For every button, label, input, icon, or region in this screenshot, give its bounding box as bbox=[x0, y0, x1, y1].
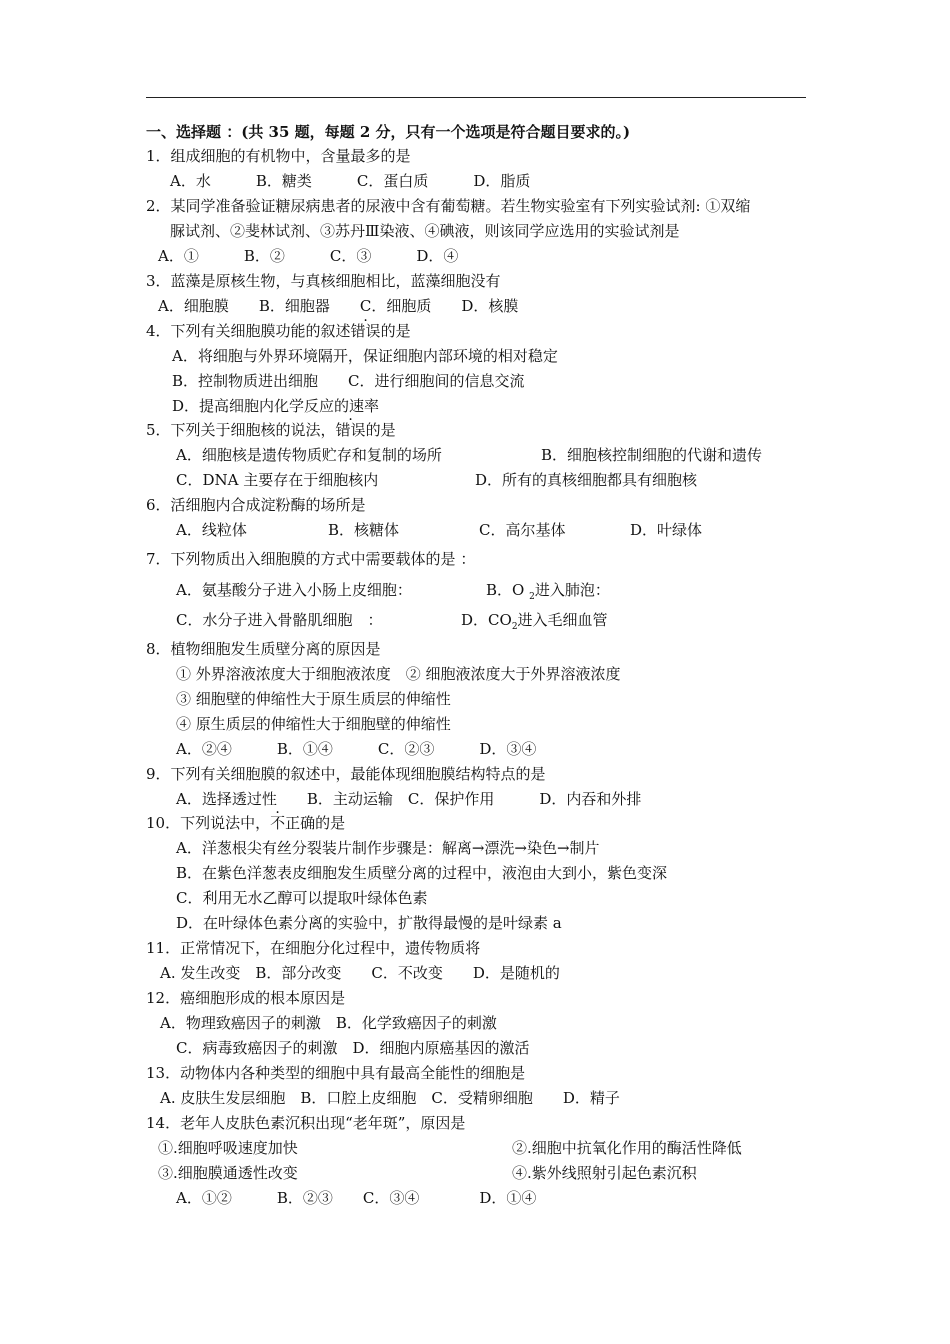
q10-option-c: C．利用无水乙醇可以提取叶绿体色素 bbox=[176, 889, 428, 907]
q4-stem: 4．下列有关细胞膜功能的叙述错误的是 bbox=[146, 322, 411, 340]
q4-option-bc: B．控制物质进出细胞 C．进行细胞间的信息交流 bbox=[172, 372, 525, 390]
q8-statement-3: ③ 细胞壁的伸缩性大于原生质层的伸缩性 bbox=[176, 690, 451, 708]
q5-option-a: A．细胞核是遗传物质贮存和复制的场所 bbox=[176, 446, 442, 464]
q14-item-3: ③.细胞膜通透性改变 bbox=[158, 1164, 298, 1182]
q1-options: A．水 B．糖类 C．蛋白质 D．脂质 bbox=[170, 172, 531, 190]
q7-stem: 7．下列物质出入细胞膜的方式中需要载体的是 ： bbox=[146, 550, 476, 568]
q8-statement-1-2: ① 外界溶液浓度大于细胞液浓度 ② 细胞液浓度大于外界溶液浓度 bbox=[176, 665, 621, 683]
q1-stem: 1．组成细胞的有机物中，含量最多的是 bbox=[146, 147, 411, 165]
q13-stem: 13．动物体内各种类型的细胞中具有最高全能性的细胞是 bbox=[146, 1064, 526, 1082]
q5-stem: 5．下列关于细胞核的说法，错误的是 bbox=[146, 421, 396, 439]
q10-option-d: D．在叶绿体色素分离的实验中，扩散得最慢的是叶绿素 a bbox=[176, 914, 562, 932]
q11-options: A. 发生改变 B．部分改变 C．不改变 D．是随机的 bbox=[160, 964, 560, 982]
q13-options: A. 皮肤生发层细胞 B．口腔上皮细胞 C．受精卵细胞 D．精子 bbox=[160, 1089, 620, 1107]
q6-stem: 6．活细胞内合成淀粉酶的场所是 bbox=[146, 496, 366, 514]
q2-stem-continued: 脲试剂、②斐林试剂、③苏丹Ⅲ染液、④碘液，则该同学应选用的实验试剂是 bbox=[170, 222, 680, 240]
q12-options-ab: A．物理致癌因子的刺激 B．化学致癌因子的刺激 bbox=[160, 1014, 497, 1032]
q14-item-1: ①.细胞呼吸速度加快 bbox=[158, 1139, 298, 1157]
q3-stem: 3．蓝藻是原核生物，与真核细胞相比，蓝藻细胞没有 bbox=[146, 272, 501, 290]
header-rule bbox=[146, 97, 806, 98]
q14-stem: 14．老年人皮肤色素沉积出现“老年斑”，原因是 bbox=[146, 1114, 466, 1132]
q14-item-2: ②.细胞中抗氧化作用的酶活性降低 bbox=[512, 1139, 742, 1157]
q8-options: A．②④ B．①④ C．②③ D．③④ bbox=[176, 740, 537, 758]
q9-stem: 9．下列有关细胞膜的叙述中，最能体现细胞膜结构特点的是 bbox=[146, 765, 546, 783]
q10-option-a: A．洋葱根尖有丝分裂装片制作步骤是：解离→漂洗→染色→制片 bbox=[176, 839, 600, 857]
q5-option-d: D．所有的真核细胞都具有细胞核 bbox=[475, 471, 698, 489]
q5-option-b: B．细胞核控制细胞的代谢和遗传 bbox=[541, 446, 763, 464]
q7-option-c: C．水分子进入骨骼肌细胞 ： bbox=[176, 611, 383, 629]
emphasis-word: 错误 bbox=[335, 421, 366, 439]
q8-statement-4: ④ 原生质层的伸缩性大于细胞壁的伸缩性 bbox=[176, 715, 451, 733]
q12-options-cd: C．病毒致癌因子的刺激 D．细胞内原癌基因的激活 bbox=[176, 1039, 530, 1057]
q5-option-c: C．DNA 主要存在于细胞核内 bbox=[176, 471, 379, 489]
q14-options: A．①② B．②③ C．③④ D．①④ bbox=[176, 1189, 537, 1207]
q7-option-d: D．$CO_2$进入毛细血管 bbox=[461, 611, 608, 632]
q6-option-c: C．高尔基体 bbox=[479, 521, 566, 539]
q6-option-d: D．叶绿体 bbox=[630, 521, 703, 539]
q2-options: A．① B．② C．③ D．④ bbox=[158, 247, 459, 265]
q3-options: A．细胞膜 B．细胞器 C．细胞质 D．核膜 bbox=[158, 297, 519, 315]
q6-option-b: B．核糖体 bbox=[328, 521, 400, 539]
q2-stem: 2．某同学准备验证糖尿病患者的尿液中含有葡萄糖。若生物实验室有下列实验试剂: ①双缩 bbox=[146, 197, 751, 215]
q7-option-b: B．O $_2$进入肺泡： bbox=[486, 581, 610, 602]
q7-option-a: A．氨基酸分子进入小肠上皮细胞： bbox=[176, 581, 412, 599]
q11-stem: 11．正常情况下，在细胞分化过程中，遗传物质将 bbox=[146, 939, 481, 957]
q12-stem: 12．癌细胞形成的根本原因是 bbox=[146, 989, 346, 1007]
q14-item-4: ④.紫外线照射引起色素沉积 bbox=[512, 1164, 697, 1182]
section-heading: 一、选择题 ：(共 35 题，每题 2 分，只有一个选项是符合题目要求的。) bbox=[146, 123, 631, 141]
q6-option-a: A．线粒体 bbox=[176, 521, 247, 539]
emphasis-word: 错误 bbox=[350, 322, 381, 340]
q4-option-d: D．提高细胞内化学反应的速率 bbox=[172, 397, 380, 415]
q10-stem: 10．下列说法中，不正确的是 bbox=[146, 814, 346, 832]
q9-options: A．选择透过性 B．主动运输 C．保护作用 D．内吞和外排 bbox=[176, 790, 642, 808]
q10-option-b: B．在紫色洋葱表皮细胞发生质壁分离的过程中，液泡由大到小，紫色变深 bbox=[176, 864, 668, 882]
q8-stem: 8．植物细胞发生质壁分离的原因是 bbox=[146, 640, 381, 658]
q4-option-a: A．将细胞与外界环境隔开，保证细胞内部环境的相对稳定 bbox=[172, 347, 558, 365]
emphasis-word: 不 bbox=[270, 814, 286, 832]
